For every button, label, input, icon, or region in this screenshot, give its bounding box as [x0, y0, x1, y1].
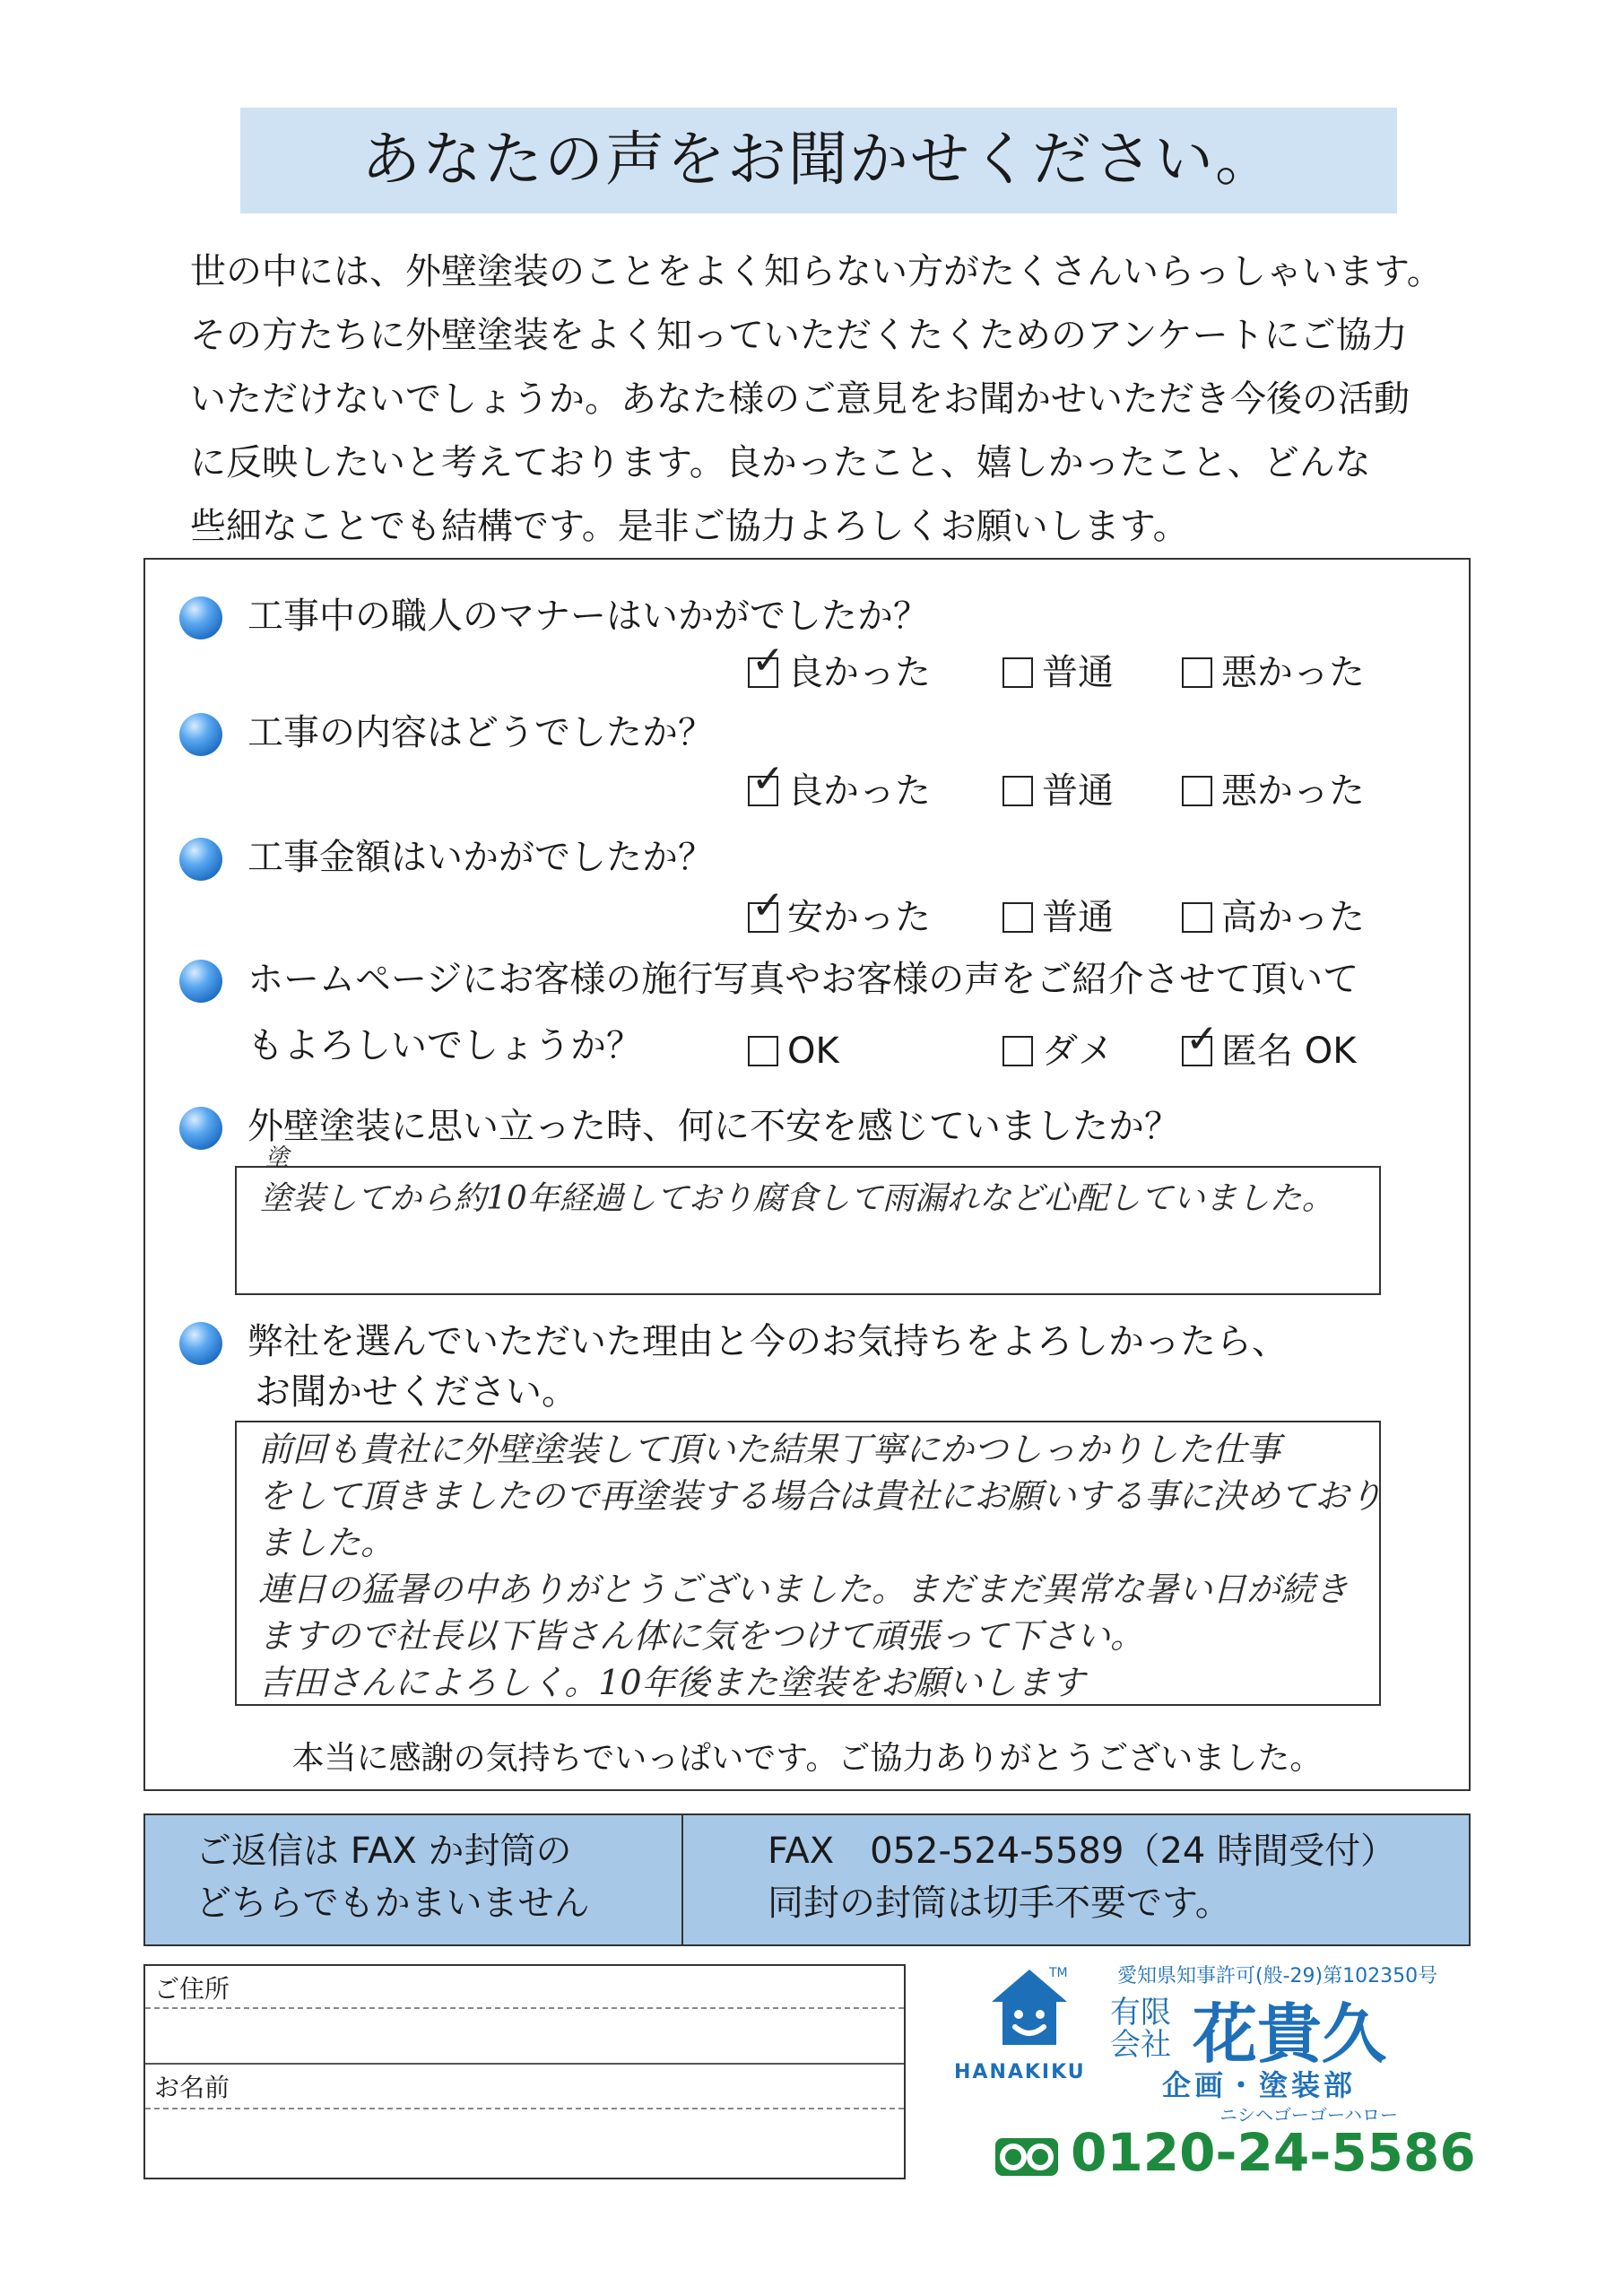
name-label: お名前 [154, 2073, 230, 2102]
contact-left-line2: どちらでもかまいません [195, 1883, 590, 1924]
checkbox[interactable] [1182, 657, 1212, 688]
company-department: 企画・塗装部 [1162, 2068, 1357, 2102]
checkbox-checked[interactable] [748, 902, 778, 933]
address-field[interactable] [145, 2009, 904, 2063]
handwritten-answer-1: 塗装してから約10年経過しており腐食して雨漏れなど心配していました。 [260, 1180, 1334, 1217]
bullet-icon [179, 713, 222, 756]
bullet-icon [179, 1107, 222, 1150]
q4-option-anonymous[interactable]: ✓ 匿名 OK [1182, 1026, 1356, 1076]
question-2 [179, 706, 714, 760]
page-title: あなたの声をお聞かせください。 [361, 125, 1276, 194]
question-text: ホームページにお客様の施行写真やお客様の声をご紹介させて頂いて [247, 959, 1359, 1000]
license-number: 愛知県知事許可(般-29)第102350号 [1117, 1965, 1438, 1987]
checkbox[interactable] [1002, 1036, 1033, 1066]
bullet-icon [179, 1322, 222, 1365]
question-6 [179, 1315, 1288, 1369]
handwritten-correction: 塗 [265, 1144, 290, 1171]
checkbox[interactable] [1002, 902, 1033, 933]
address-label: ご住所 [154, 1974, 230, 2004]
handwritten-line: 前回も貴社に外壁塗装して頂いた結果丁寧にかつしっかりした仕事 [258, 1430, 1281, 1469]
checkbox[interactable] [1182, 902, 1212, 933]
checkbox[interactable] [748, 1036, 778, 1066]
intro-line: 些細なことでも結構です。是非ご協力よろしくお願いします。 [190, 506, 1189, 547]
q4-option-ok[interactable]: OK [748, 1026, 839, 1076]
question-text: 外壁塗装に思い立った時、何に不安を感じていましたか？ [247, 1106, 1180, 1147]
checkbox-checked[interactable] [748, 776, 778, 806]
q1-option-bad[interactable]: 悪かった [1182, 648, 1365, 698]
form-divider [145, 2063, 904, 2065]
question-text: 工事中の職人のマナーはいかがでしたか？ [247, 596, 929, 637]
contact-divider [681, 1813, 683, 1946]
q1-option-good[interactable]: ✓良かった [748, 648, 931, 698]
company-name: 花貴久 [1193, 1996, 1387, 2072]
question-6-line2: お聞かせください。 [255, 1371, 577, 1413]
bullet-icon [179, 838, 222, 881]
checkbox-checked[interactable] [1182, 1036, 1212, 1066]
question-3 [179, 831, 714, 884]
contact-left-line1: ご返信は FAX か封筒の [195, 1831, 572, 1872]
handwritten-line: 連日の猛暑の中ありがとうございました。まだまだ異常な暑い日が続き [258, 1570, 1350, 1609]
handwritten-line: 吉田さんによろしく。10年後また塗装をお願いします [258, 1663, 1085, 1702]
q2-option-bad[interactable]: 悪かった [1182, 766, 1365, 816]
bullet-icon [179, 960, 222, 1003]
thanks-message: 本当に感謝の気持ちでいっぱいです。ご協力ありがとうございました。 [291, 1740, 1323, 1777]
intro-line: に反映したいと考えております。良かったこと、嬉しかったこと、どんな [190, 442, 1371, 483]
intro-line: いただけないでしょうか。あなた様のご意見をお聞かせいただき今後の活動 [190, 378, 1410, 420]
phone-number[interactable]: 0120-24-5586 [1071, 2122, 1476, 2183]
intro-paragraph [190, 240, 1481, 559]
q4-option-no[interactable]: ダメ [1002, 1026, 1114, 1076]
q3-option-expensive[interactable]: 高かった [1182, 892, 1365, 943]
question-text: 工事金額はいかがでしたか？ [247, 837, 714, 878]
handwritten-answer-2 [258, 1426, 1384, 1706]
question-text: 弊社を選んでいただいた理由と今のお気持ちをよろしかったら、 [247, 1321, 1288, 1362]
checkbox[interactable] [1182, 776, 1212, 806]
question-1 [179, 589, 929, 643]
name-field[interactable] [145, 2109, 904, 2178]
contact-fax: FAX 052-524-5589（24 時間受付） [768, 1831, 1397, 1872]
handwritten-line: ました。 [258, 1523, 395, 1562]
checkbox[interactable] [1002, 776, 1033, 806]
question-4 [179, 952, 1358, 1006]
question-5 [179, 1100, 1180, 1153]
question-text: 工事の内容はどうでしたか？ [247, 712, 714, 753]
phone-kana: ニシヘゴーゴーハロー [1219, 2104, 1398, 2126]
q1-option-normal[interactable]: 普通 [1002, 648, 1114, 698]
q3-option-cheap[interactable]: ✓安かった [748, 892, 931, 943]
handwritten-line: ますので社長以下皆さん体に気をつけて頑張って下さい。 [258, 1616, 1145, 1656]
question-4-line2: もよろしいでしょうか？ [247, 1025, 642, 1066]
q3-option-normal[interactable]: 普通 [1002, 892, 1114, 943]
intro-line: その方たちに外壁塗装をよく知っていただくたくためのアンケートにご協力 [190, 315, 1408, 356]
q2-option-normal[interactable]: 普通 [1002, 766, 1114, 816]
contact-envelope-note: 同封の封筒は切手不要です。 [768, 1883, 1231, 1924]
bullet-icon [179, 596, 222, 639]
checkbox[interactable] [1002, 657, 1033, 688]
checkbox-checked[interactable] [748, 657, 778, 688]
handwritten-line: をして頂きましたので再塗装する場合は貴社にお願いする事に決めており [258, 1476, 1384, 1516]
trademark-mark: TM [1049, 1966, 1068, 1980]
intro-line: 世の中には、外壁塗装のことをよく知らない方がたくさんいらっしゃいます。 [190, 251, 1443, 292]
freedial-icon [994, 2135, 1060, 2179]
company-type: 有限 会社 [1110, 1995, 1171, 2063]
brand-roman: HANAKIKU [954, 2061, 1086, 2083]
q2-option-good[interactable]: ✓良かった [748, 766, 931, 816]
